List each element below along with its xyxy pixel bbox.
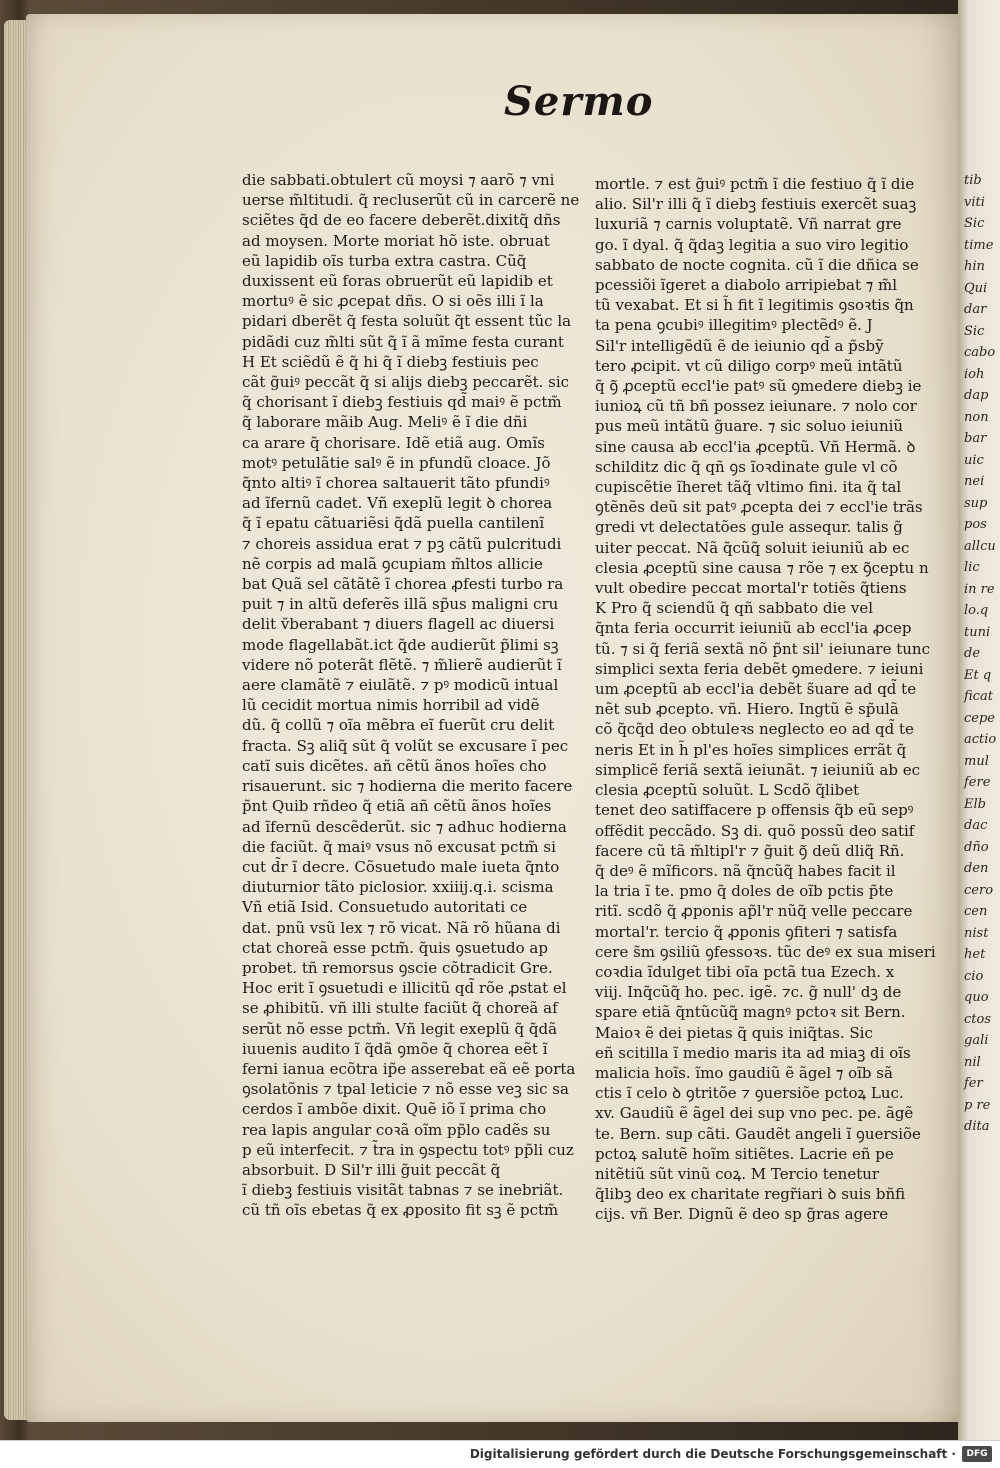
text-line: go. ĩ dyal. q̃ q̃daꝫ legitia a suo viro legitio — [595, 235, 909, 254]
text-line: risauerunt. sic ⁊ hodierna die merito facere — [242, 777, 573, 796]
text-line: catĩ suis dicẽtes. añ cẽtũ ãnos hoĩes cho — [242, 756, 547, 775]
facing-text-fragment: nist — [964, 925, 989, 941]
text-line: nẽ corpis ad malã ꝯcupiam m̃ltos allicie — [242, 554, 543, 573]
text-line: serũt nõ esse pctm̃. Vñ legit exeplũ q̃ q̃dã — [242, 1019, 558, 1038]
facing-text-fragment: cepe — [964, 710, 995, 726]
text-line: p̃nt Quib rñdeo q̃ etiã añ cẽtũ ãnos hoĩes — [242, 797, 552, 816]
text-line: clesia ꝓceptũ sine causa ⁊ rõe ⁊ ex ꝯ̃ceptu n — [595, 558, 929, 577]
footer-bar — [0, 1440, 1000, 1468]
text-line: motꝰ petulãtie salꝰ ẽ in pfundũ cloace. Jõ — [242, 453, 551, 472]
funding-credit: Digitalisierung gefördert durch die Deutsche Forschungsgemeinschaft · — [469, 1447, 956, 1461]
text-line: iunioꝝ cũ tñ bñ possez ieiunare. ⁊ nolo cor — [595, 397, 917, 416]
text-line: mortal'r. tercio q̃ ꝓponis ꝯfiteri ⁊ satisfa — [595, 922, 898, 941]
facing-text-fragment: het — [964, 947, 986, 962]
text-line: cãt g̃uiꝰ peccãt q̃ si alijs diebꝫ peccarẽt. sic — [242, 373, 570, 392]
text-line: q̃ laborare mãib Aug. Meliꝰ ẽ ĩ die dñi — [242, 413, 528, 432]
text-line: ꝯsolatõnis ⁊ tpal leticie ⁊ nõ esse veꝫ sic sa — [242, 1080, 569, 1099]
text-line: pcessiõi ĩgeret a diabolo arripiebat ⁊ m̃l — [595, 276, 898, 295]
facing-text-fragment: time — [964, 237, 994, 253]
text-line: ctis ĩ celo ꝺ ꝯtritõe ⁊ ꝯuersiõe pctoꝝ Luc. — [595, 1084, 904, 1103]
text-line: coꝛdia ĩdulget tibi oĩa pctã tua Ezech. x — [595, 962, 895, 981]
text-line: probet. tñ remorsus ꝯscie cõtradicit Gre. — [242, 958, 553, 977]
text-line: simplicẽ feriã sextã ieiunãt. ⁊ ieiuniũ ab ec — [595, 760, 920, 779]
text-line: diuturnior tãto piclosior. xxiiij.q.i. scisma — [242, 878, 554, 897]
text-line: sine causa ab eccl'ia ꝓceptũ. Vñ Hermã. ꝺ — [595, 437, 916, 456]
text-column-left — [242, 170, 580, 1221]
text-line: ca arare q̃ chorisare. Idẽ etiã aug. Omĩs — [242, 433, 545, 452]
facing-text-fragment: den — [964, 861, 989, 876]
text-line: Sil'r intelligẽdũ ẽ de ieiunio qd̃ a p̃sbỹ — [595, 336, 884, 355]
facing-text-fragment: uic — [964, 452, 984, 468]
facing-text-fragment: nei — [964, 474, 985, 489]
text-line: spare etiã q̃ntũcũq̃ magnꝰ pctoꝛ sit Bern. — [595, 1003, 906, 1022]
facing-text-fragment: allcu — [964, 538, 996, 554]
facing-text-fragment: sup — [964, 495, 988, 511]
text-line: malicia hoĩs. ĩmo gaudiũ ẽ ãgel ⁊ oĩb sã — [595, 1063, 893, 1082]
text-line: cupiscẽtie ĩheret tãq̃ vltimo fini. ita q̃ tal — [595, 478, 902, 497]
facing-text-fragment: dño — [964, 839, 989, 855]
facing-text-fragment: hin — [964, 259, 985, 274]
text-line: nẽt sub ꝓcepto. vñ. Hiero. Ingtũ ẽ sp̃ulã — [595, 700, 899, 719]
facing-text-fragment: tuni — [964, 624, 991, 640]
text-line: delit v̆berabant ⁊ diuers flagell ac diuersi — [242, 615, 555, 634]
text-line: la tria ĩ te. pmo q̃ doles de oĩb pctis p̃te — [595, 882, 894, 901]
text-line: facere cũ tã m̃ltipl'r ⁊ g̃uit ꝯ̃ deũ dliq̃ Rñ. — [595, 841, 905, 860]
text-line: die sabbati.obtulert cũ moysi ⁊ aarõ ⁊ vni — [242, 171, 555, 189]
facing-text-fragment: Et q — [964, 667, 992, 683]
text-line: bat Quã sel cãtãtẽ ĩ chorea ꝓfesti turbo ra — [242, 575, 564, 594]
facing-text-fragment: ctos — [964, 1011, 992, 1027]
text-line: tenet deo satiffacere p offensis q̃b eũ sepꝰ — [595, 801, 914, 820]
text-line: duxissent eũ foras obruerũt eũ lapidib et — [242, 272, 553, 291]
text-line: cerdos ĩ ambõe dixit. Quẽ iõ ĩ prima cho — [242, 1100, 547, 1119]
text-line: q̃libꝫ deo ex charitate regr̃iari ꝺ suis bñfi — [595, 1185, 906, 1204]
facing-text-fragment: dita — [964, 1119, 990, 1134]
facing-text-fragment: Sic — [964, 216, 985, 231]
text-line: videre nõ poterãt flẽtẽ. ⁊ m̃lierẽ audierũt ĩ — [242, 655, 562, 674]
facing-text-fragment: non — [964, 409, 989, 425]
text-line: pctoꝝ salutẽ hoĩm sitiẽtes. Lacrie eñ pe — [595, 1144, 894, 1163]
text-line: clesia ꝓceptũ soluũt. L Scdõ q̃libet — [595, 781, 860, 800]
text-line: q̃ deꝰ ẽ mĩficors. nã q̃ncũq̃ habes facit il — [595, 861, 896, 880]
text-line: ctat choreã esse pctm̃. q̃uis ꝯsuetudo ap — [242, 938, 548, 957]
text-line: eñ scitilla ĩ medio maris ita ad miaꝫ di oĩs — [595, 1043, 911, 1062]
text-line: cõ q̃cq̃d deo obtuleꝛs neglecto eo ad qd̃ te — [595, 720, 914, 739]
text-line: dat. pnũ vsũ lex ⁊ rõ vicat. Nã rõ hũana di — [242, 918, 561, 937]
facing-text-fragment: p re — [964, 1097, 991, 1113]
text-line: ritĩ. scdõ q̃ ꝓponis ap̃l'r nũq̃ velle peccare — [595, 902, 913, 921]
facing-text-fragment: cero — [964, 882, 994, 898]
text-line: pidari dberẽt q̃ festa soluũt q̃t essent tũc la — [242, 312, 572, 331]
text-line: ad moysen. Morte moriat hõ iste. obruat — [242, 231, 550, 250]
text-line: q̃nta feria occurrit ieiuniũ ab eccl'ia ꝓcep — [595, 619, 912, 638]
facing-text-fragment: lo.q — [964, 603, 989, 618]
text-line: uiter peccat. Nã q̃cũq̃ soluit ieiuniũ ab ec — [595, 538, 910, 557]
text-line: mortle. ⁊ est g̃uiꝰ pctm̃ ĩ die festiuo q̃ ĩ die — [595, 175, 915, 193]
text-line: ĩ diebꝫ festiuis visitãt tabnas ⁊ se inebriãt. — [242, 1181, 564, 1200]
facing-text-fragment: bar — [964, 431, 987, 446]
text-line: schilditz dic q̃ qñ ꝯs ĩoꝛdinate gule vl cõ — [595, 457, 898, 476]
text-line: tũ. ⁊ si q̃ feriã sextã nõ p̃nt sil' ieiunare tunc — [595, 639, 930, 658]
text-line: rea lapis angular coꝛã oĩm pp̃lo cadẽs su — [242, 1120, 551, 1139]
text-line: absorbuit. D Sil'r illi g̃uit peccãt q̃ — [242, 1160, 501, 1179]
text-line: tero ꝓcipit. vt cũ diligo corpꝰ meũ intãtũ — [595, 356, 903, 375]
facing-text-fragment: cio — [964, 968, 984, 984]
facing-text-fragment: fere — [964, 775, 991, 790]
text-line: lũ cecidit mortua nimis horribil ad vidẽ — [242, 696, 540, 715]
facing-text-fragment: dac — [964, 818, 988, 833]
text-line: eũ lapidib oĩs turba extra castra. Cũq̃ — [242, 251, 527, 270]
facing-text-fragment: in re — [964, 581, 995, 597]
text-line: ad ĩfernũ descẽderũt. sic ⁊ adhuc hodierna — [242, 817, 567, 836]
text-line: se ꝓhibitũ. vñ illi stulte faciũt q̃ choreã af — [242, 999, 558, 1018]
facing-text-fragment: dar — [964, 302, 987, 317]
facing-text-fragment: lic — [964, 560, 980, 575]
text-line: q̃ chorisant ĩ diebꝫ festiuis qd̃ maiꝰ ẽ pctm̃ — [242, 393, 562, 412]
text-line: sciẽtes q̃d de eo facere deberẽt.dixitq̃ dñs — [242, 211, 561, 230]
text-line: mortuꝰ ẽ sic ꝓcepat dñs. O si oẽs illi ĩ la — [242, 292, 544, 311]
text-line: Hoc erit ĩ ꝯsuetudi e illicitũ qd̃ rõe ꝓstat el — [242, 979, 567, 998]
text-line: Vñ etiã Isid. Consuetudo autoritati ce — [242, 898, 528, 917]
facing-text-fragment: quo — [964, 990, 989, 1005]
facing-text-fragment: fer — [964, 1076, 983, 1091]
text-line: gredi vt delectatões gule assequr. talis g̃ — [595, 518, 903, 537]
text-line: cũ tñ oĩs ebetas q̃ ex ꝓposito fit sꝫ ẽ pctm̃ — [242, 1201, 559, 1220]
facing-page — [958, 0, 1000, 1440]
text-line: luxuriã ⁊ carnis voluptatẽ. Vñ narrat gre — [595, 215, 902, 234]
text-line: tũ vexabat. Et si h̃ fit ĩ legitimis ꝯsoꝛtis q̃n — [595, 296, 914, 315]
facing-text-fragment: gali — [964, 1033, 989, 1048]
facing-text-fragment: nil — [964, 1054, 981, 1070]
text-column-right — [595, 174, 936, 1225]
facing-text-fragment: tib — [964, 173, 982, 188]
text-line: iuuenis audito ĩ q̃dã ꝯmõe q̃ chorea eẽt ĩ — [242, 1039, 548, 1058]
facing-text-fragment: ioh — [964, 366, 985, 382]
text-line: alio. Sil'r illi q̃ ĩ diebꝫ festiuis exercẽt suaꝫ — [595, 195, 917, 214]
dfg-logo-icon: DFG — [962, 1446, 992, 1462]
text-line: pus meũ intãtũ g̃uare. ⁊ sic soluo ieiuniũ — [595, 417, 904, 436]
text-line: ad ĩfernũ cadet. Vñ exeplũ legit ꝺ chorea — [242, 494, 553, 513]
text-line: cere s̃m ꝯsiliũ ꝯfessoꝛs. tũc deꝰ ex sua miseri — [595, 942, 936, 961]
running-head: Sermo — [504, 78, 654, 125]
text-line: Maioꝛ ẽ dei pietas q̃ quis iniq̃tas. Sic — [595, 1023, 873, 1042]
facing-text-fragment: cabo — [964, 345, 996, 360]
facing-page-text — [958, 170, 996, 1138]
text-line: H Et sciẽdũ ẽ q̃ hi q̃ ĩ diebꝫ festiuis pec — [242, 352, 539, 371]
facing-text-fragment: ficat — [964, 689, 993, 704]
text-line: um ꝓceptũ ab eccl'ia debẽt s̃uare ad qd̃ te — [595, 680, 917, 699]
text-line: q̃nto altiꝰ ĩ chorea saltauerit tãto pfundiꝰ — [242, 474, 550, 493]
text-line: mode flagellabãt.ict q̃de audierũt p̃limi sꝫ — [242, 635, 559, 654]
text-line: pidãdi cuz m̃lti sũt q̃ ĩ ã mĩme festa curant — [242, 332, 564, 351]
facing-text-fragment: Qui — [964, 280, 988, 296]
facing-text-fragment: de — [964, 646, 981, 661]
text-line: die faciũt. q̃ maiꝰ vsus nõ excusat pctm̃ si — [242, 837, 556, 856]
text-line: uerse m̃ltitudi. q̃ recluserũt cũ in carcerẽ ne — [242, 191, 580, 210]
text-line: fracta. Sꝫ aliq̃ sũt q̃ volũt se excusare ĩ pec — [242, 736, 569, 755]
text-line: ⁊ choreis assidua erat ⁊ pꝫ cãtũ pulcritudi — [242, 534, 562, 553]
text-line: xv. Gaudiũ ẽ ãgel dei sup vno pec. pe. ãgẽ — [595, 1104, 914, 1123]
facing-text-fragment: Sic — [964, 323, 985, 339]
text-line: ꝯtẽnẽs deũ sit patꝰ ꝓcepta dei ⁊ eccl'ie trãs — [595, 498, 923, 517]
facing-text-fragment: mul — [964, 753, 989, 769]
text-line: vult obedire peccat mortal'r totiẽs q̃tiens — [595, 579, 907, 598]
facing-text-fragment: pos — [964, 517, 987, 532]
text-line: p eũ interfecit. ⁊ t̃ra in ꝯspectu totꝰ pp̃li cuz — [242, 1140, 574, 1159]
facing-text-fragment: actio — [964, 732, 997, 747]
text-line: cut d̃r ĩ decre. Cõsuetudo male iueta q̃nto — [242, 857, 560, 876]
text-line: q̃ ĩ epatu cãtuariẽsi q̃dã puella cantilenĩ — [242, 514, 545, 533]
text-line: puit ⁊ in altũ deferẽs illã sp̃us maligni cru — [242, 595, 559, 614]
text-line: q̃ ꝯ̃ ꝓceptũ eccl'ie patꝰ sũ ꝯmedere diebꝫ ie — [595, 377, 922, 396]
text-line: dũ. q̃ collũ ⁊ oĩa mẽbra eĩ fuerũt cru delit — [242, 716, 555, 735]
text-line: ferni ianua ecõtra ip̃e asserebat eã eẽ porta — [242, 1059, 576, 1078]
text-line: sabbato de nocte cognita. cũ ĩ die dñica se — [595, 255, 919, 274]
facing-text-fragment: viti — [964, 194, 985, 210]
text-line: offẽdit peccãdo. Sꝫ di. quõ possũ deo satif — [595, 821, 915, 840]
text-line: nitẽtiũ sũt vinũ coꝝ. M Tercio tenetur — [595, 1164, 880, 1183]
facing-text-fragment: cen — [964, 904, 988, 919]
text-line: cijs. vñ Ber. Dignũ ẽ deo sp g̃ras agere — [595, 1205, 889, 1224]
text-line: te. Bern. sup cãti. Gaudẽt angeli ĩ ꝯuersiõe — [595, 1124, 921, 1143]
facing-text-fragment: dap — [964, 388, 989, 403]
text-line: ta pena ꝯcubiꝰ illegitimꝰ plectẽdꝰ ẽ. J — [595, 316, 873, 335]
text-line: K Pro q̃ sciendũ q̃ qñ sabbato die vel — [595, 599, 874, 618]
text-line: aere clamãtẽ ⁊ eiulãtẽ. ⁊ pꝰ modicũ intual — [242, 676, 559, 695]
text-line: viij. Inq̃cũq̃ ho. pec. igẽ. ⁊c. g̃ null' dꝫ de — [595, 983, 902, 1002]
facing-text-fragment: Elb — [964, 796, 986, 812]
text-line: simplici sexta feria debẽt ꝯmedere. ⁊ ieiuni — [595, 659, 924, 678]
text-line: neris Et in h̃ pl'es hoĩes simplices errãt q̃ — [595, 740, 907, 759]
